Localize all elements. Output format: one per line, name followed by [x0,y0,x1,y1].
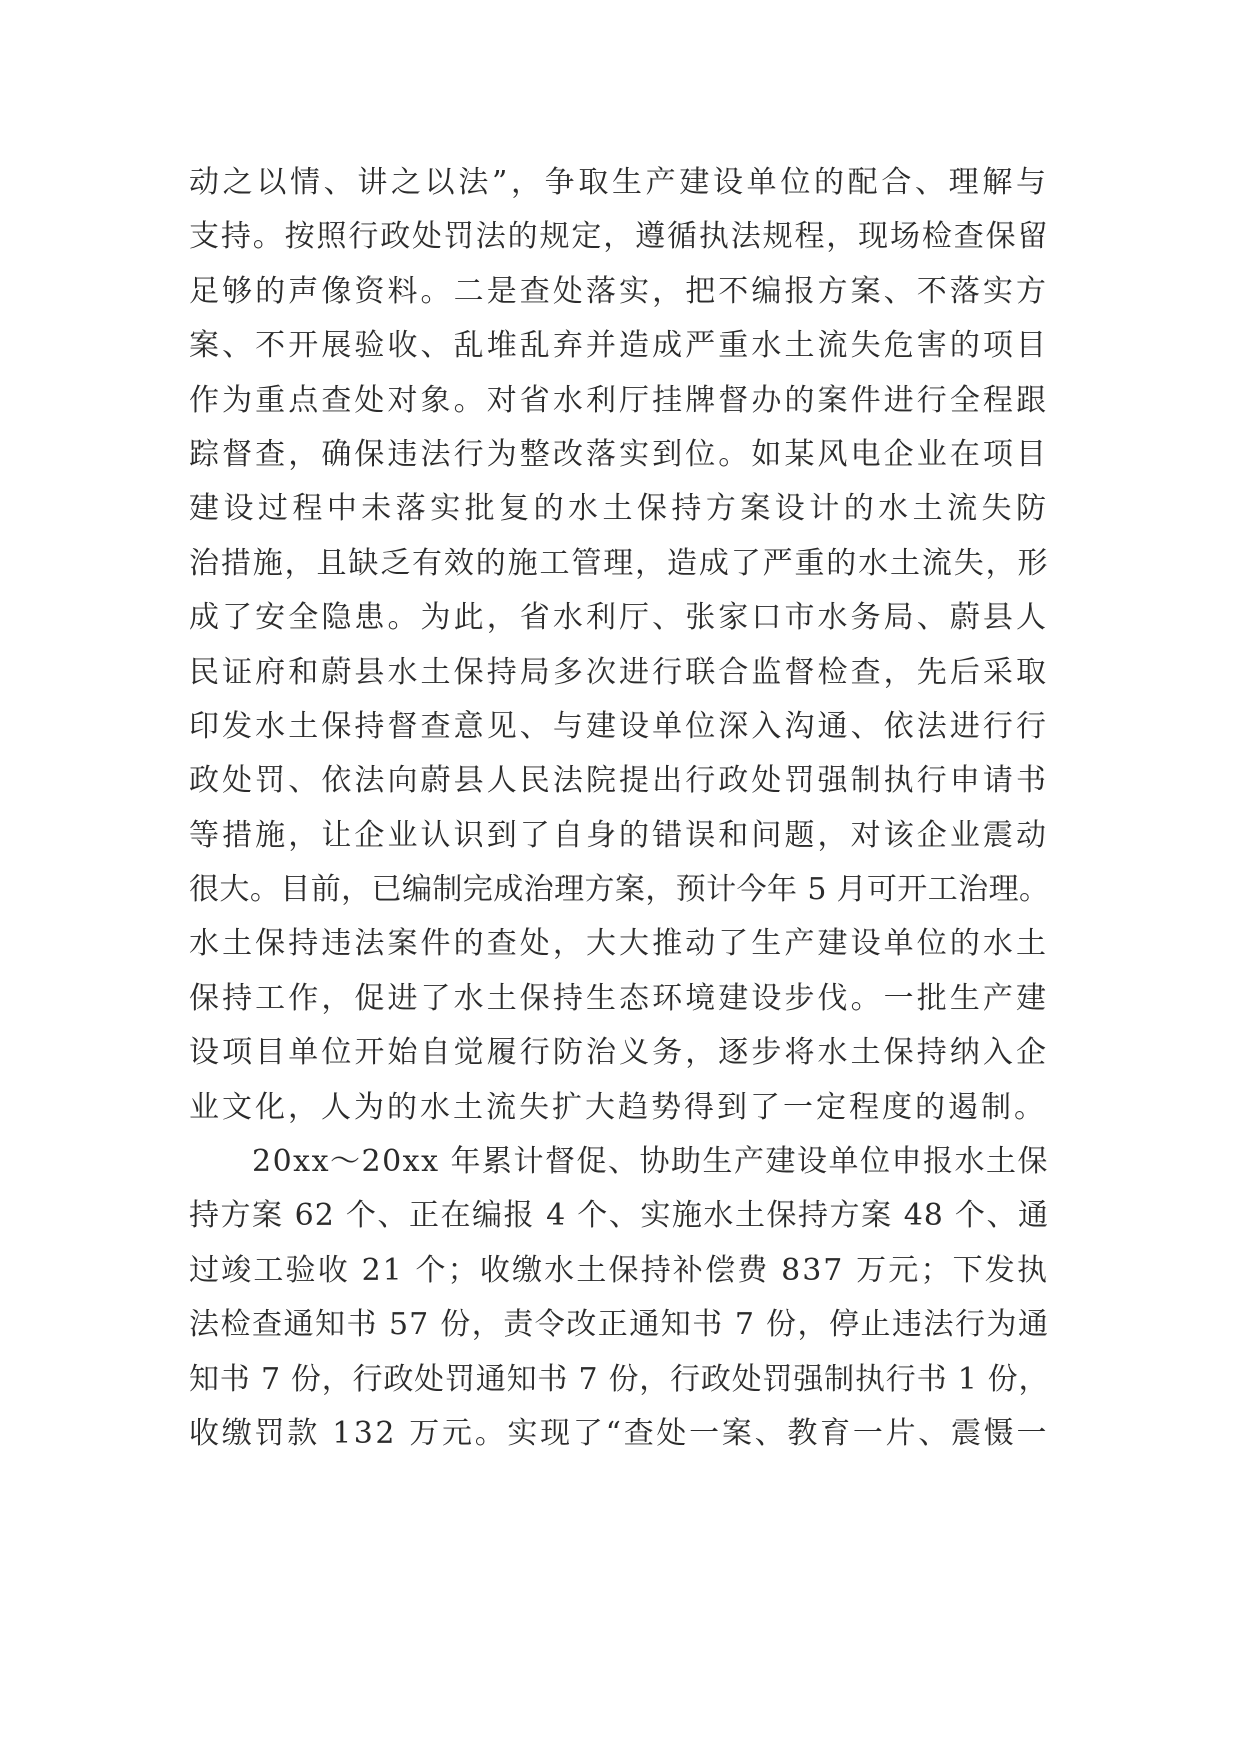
text-line: 足够的声像资料。二是查处落实，把不编报方案、不落实方 [189,273,1049,309]
text-line: 案、不开展验收、乱堆乱弃并造成严重水土流失危害的项目 [189,328,1049,364]
text-line: 支持。按照行政处罚法的规定，遵循执法规程，现场检查保留 [189,219,1049,255]
text-line: 踪督查，确保违法行为整改落实到位。如某风电企业在项目 [189,436,1049,472]
text-line: 设项目单位开始自觉履行防治义务，逐步将水土保持纳入企 [189,1035,1049,1071]
text-line: 成了安全隐患。为此，省水利厅、张家口市水务局、蔚县人 [189,600,1049,636]
text-line: 知书 7 份，行政处罚通知书 7 份，行政处罚强制执行书 1 份， [189,1361,1049,1397]
text-line: 持方案 62 个、正在编报 4 个、实施水土保持方案 48 个、通 [189,1198,1049,1234]
text-line: 民证府和蔚县水土保持局多次进行联合监督检查，先后采取 [189,654,1049,690]
text-line: 动之以情、讲之以法”，争取生产建设单位的配合、理解与 [189,165,1049,200]
text-line: 法检查通知书 57 份，责令改正通知书 7 份，停止违法行为通 [189,1307,1049,1343]
paragraph-end-line: 业文化，人为的水土流失扩大趋势得到了一定程度的遏制。 [189,1089,1047,1125]
text-line: 印发水土保持督查意见、与建设单位深入沟通、依法进行行 [189,708,1049,744]
text-line: 政处罚、依法向蔚县人民法院提出行政处罚强制执行申请书 [189,763,1049,799]
text-line: 收缴罚款 132 万元。实现了“查处一案、教育一片、震慑一 [189,1415,1049,1451]
text-line: 作为重点查处对象。对省水利厅挂牌督办的案件进行全程跟 [189,382,1049,418]
text-line: 治措施，且缺乏有效的施工管理，造成了严重的水土流失，形 [189,545,1049,581]
text-line: 等措施，让企业认识到了自身的错误和问题，对该企业震动 [189,817,1049,853]
paragraph-start-line: 20xx～20xx 年累计督促、协助生产建设单位申报水土保 [252,1144,1050,1180]
text-line: 过竣工验收 21 个；收缴水土保持补偿费 837 万元；下发执 [189,1252,1049,1288]
text-line: 水土保持违法案件的查处，大大推动了生产建设单位的水土 [189,926,1049,962]
document-body [189,156,1049,1461]
text-line: 保持工作，促进了水土保持生态环境建设步伐。一批生产建 [189,980,1049,1016]
text-line: 很大。目前，已编制完成治理方案，预计今年 5 月可开工治理。 [189,872,1049,908]
text-line: 建设过程中未落实批复的水土保持方案设计的水土流失防 [189,491,1049,527]
